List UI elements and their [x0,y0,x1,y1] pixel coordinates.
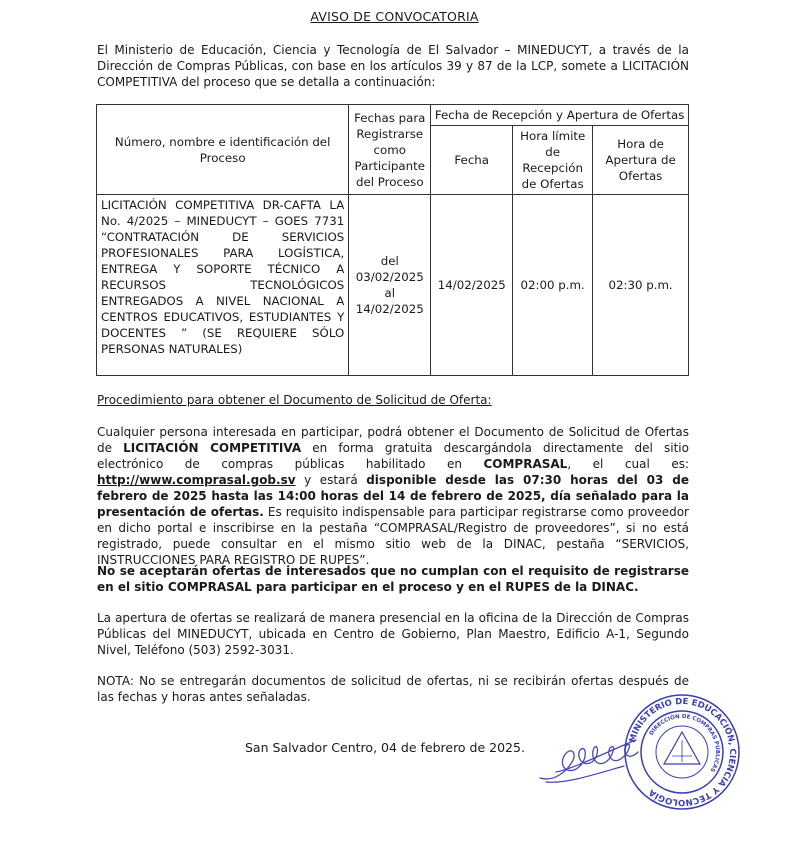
p2-text-c: para participar en el proceso y en el [251,580,506,594]
cell-fecha: 14/02/2025 [431,195,513,376]
cell-proceso: LICITACIÓN COMPETITIVA DR-CAFTA LA No. 4/2025 – MINEDUCYT – GOES 7731 “CONTRATACIÓN DE SERVICIOS PROFESIONALES PARA LOGÍSTICA, ENTREGA Y SOPORTE TÉCNICO A RECURSOS TECNOLÓGICOS ENTREGADOS A NIVEL NACIONAL A CENTROS EDUCATIVOS, ESTUDIANTES Y DOCENTES ” (SE REQUIERE SÓLO PERSONAS NATURALES) [97,195,349,376]
procedure-subtitle: Procedimiento para obtener el Documento de Solicitud de Oferta: [97,393,492,407]
cell-hora-apertura: 02:30 p.m. [593,195,689,376]
p1-text-f: y estará [295,473,367,487]
process-table [96,104,689,376]
header-hora-limite: Hora límite de Recepción de Ofertas [513,126,593,195]
p2-text-a: No se aceptarán ofertas de interesados que no cumplan con el requisito de registrarse en el sitio [97,564,689,594]
page-title: AVISO DE CONVOCATORIA [310,9,479,24]
header-fecha: Fecha [431,126,513,195]
p1-text-a: Cualquier persona interesada en participar, podrá obtener el Documento de Solicitud de Ofertas de [97,425,689,455]
seal-outer-text: MINISTERIO DE EDUCACIÓN, CIENCIA Y TECNOLOGÍA [627,696,738,808]
p2-comprasal: COMPRASAL [167,580,252,594]
p1-text-c: en forma gratuita descargándola directamente del sitio electrónico de compras públicas habilitado en [97,441,689,471]
comprasal-link[interactable]: http://www.comprasal.gob.sv [97,473,296,487]
svg-text:MINISTERIO DE EDUCACIÓN, CIENC [628,697,737,807]
date-line: San Salvador Centro, 04 de febrero de 2025. [245,740,525,755]
reg-desde: 03/02/2025 [355,270,424,284]
cell-fechas-registro [349,195,431,376]
seal-inner-text: DIRECCIÓN DE COMPRAS PÚBLICAS [648,713,721,773]
cell-hora-limite: 02:00 p.m. [513,195,593,376]
procedure-paragraph [97,424,689,568]
header-recepcion-group: Fecha de Recepción y Apertura de Ofertas [431,105,689,126]
official-seal-image [622,692,742,812]
p1-text-e: , el cual es: [567,457,689,471]
header-proceso: Número, nombre e identificación del Proceso [97,105,349,195]
p1-bold-comprasal: COMPRASAL [483,457,568,471]
reg-al: al [384,286,396,300]
reg-hasta: 14/02/2025 [355,302,424,316]
p2-text-e: de la DINAC. [549,580,639,594]
opening-paragraph: La apertura de ofertas se realizará de manera presencial en la oficina de la Dirección de Compras Públicas del MINEDUCYT, ubicada en Centro de Gobierno, Plan Maestro, Edificio A-1, Segundo Nivel, Teléfono (503) 2592-3031. [97,611,689,657]
note-paragraph: NOTA: No se entregarán documentos de solicitud de ofertas, ni se recibirán ofertas después de las fechas y horas antes señaladas. [97,674,689,704]
p2-rupes: RUPES [505,580,550,594]
header-hora-apertura: Hora de Apertura de Ofertas [593,126,689,195]
requirement-paragraph [97,563,689,595]
header-fechas-registro: Fechas para Registrarse como Participante del Proceso [349,105,431,195]
reg-del: del [380,254,399,268]
p1-bold-licitacion: LICITACIÓN COMPETITIVA [123,441,302,455]
p1-text-h: Es requisito indispensable para participar registrarse como proveedor en dicho portal e inscribirse en la pestaña “COMPRASAL/Registro de proveedores”, si no está registrado, puede consultar en el mismo sitio web de la DINAC, pestaña “SERVICIOS, INSTRUCCIONES PARA REGISTRO DE RUPES”. [97,505,689,567]
intro-paragraph: El Ministerio de Educación, Ciencia y Tecnología de El Salvador – MINEDUCYT, a través de la Dirección de Compras Públicas, con base en los artículos 39 y 87 de la LCP, somete a LICITACIÓN COMPETITIVA del proceso que se detalla a continuación: [97,43,689,89]
p1-bold-availability: disponible desde las 07:30 horas del 03 de febrero de 2025 hasta las 14:00 horas del 14 de febrero de 2025, día señalado para la presentación de ofertas. [97,473,689,519]
table-header-row [97,105,689,126]
table-row [97,195,689,376]
